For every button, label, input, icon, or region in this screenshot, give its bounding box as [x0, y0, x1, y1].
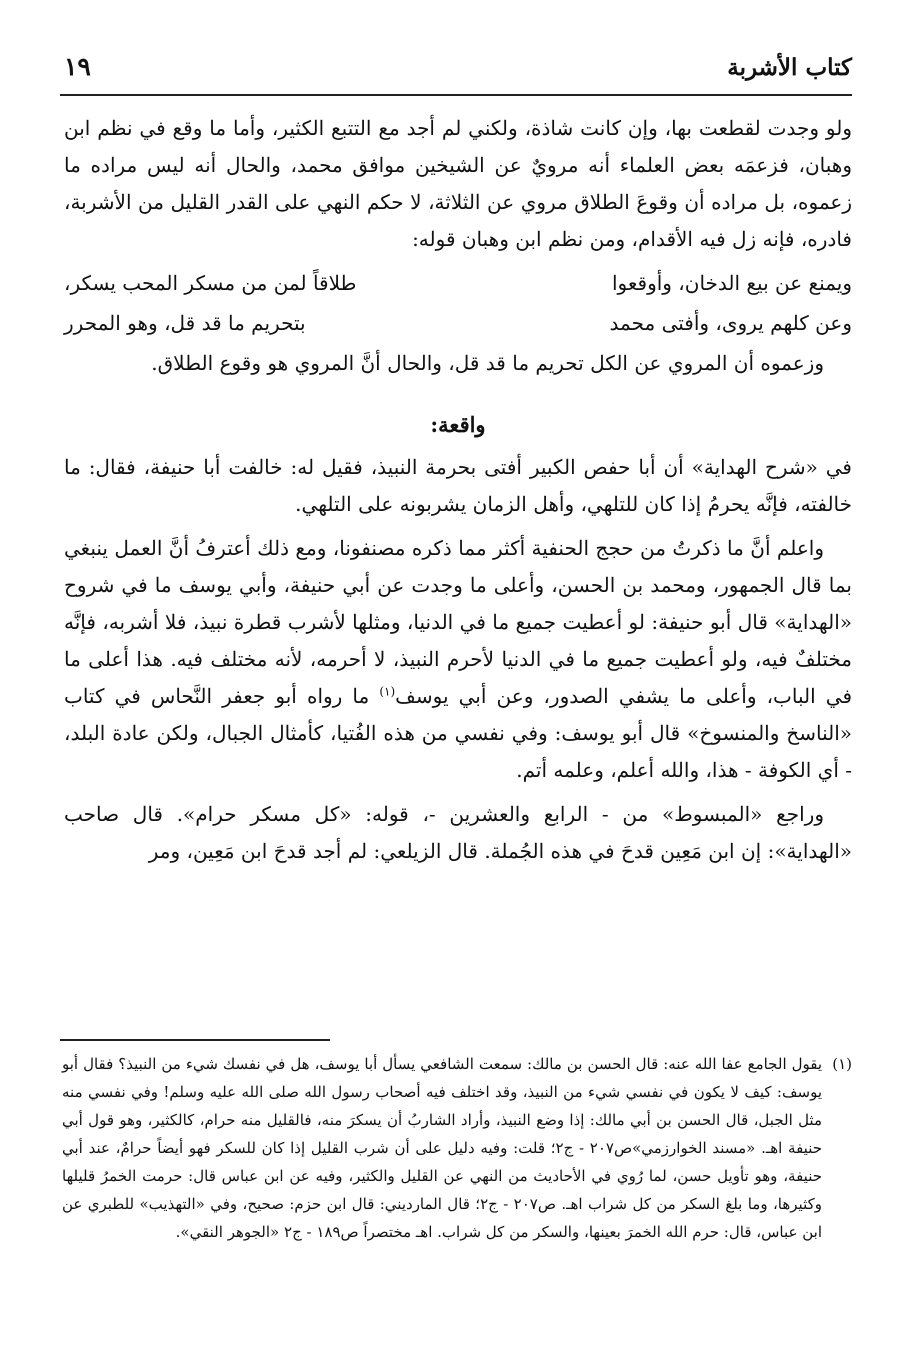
verse-hemistich: بتحريم ما قد قل، وهو المحرر	[64, 311, 306, 335]
poem-verse	[64, 305, 852, 342]
footnote-number: (١)	[832, 1055, 852, 1073]
paragraph: ولو وجدت لقطعت بها، وإن كانت شاذة، ولكني لم أجد مع التتبع الكثير، وأما ما وقع في نظم ابن وهبان، فزعمَه بعض العلماء أنه مرويٌ عن الشيخين موافق محمد، والحال أنه ليس مراده ما زعموه، بل مراده أن وقوعَ الطلاق مروي عن الثلاثة، لا حكم النهي على القدر القليل من الأشربة، فادره، فإنه زل فيه الأقدام، ومن نظم ابن وهبان قوله:	[64, 116, 853, 251]
page-number: ١٩	[64, 52, 91, 81]
paragraph: وزعموه أن المروي عن الكل تحريم ما قد قل، والحال أنَّ المروي هو وقوع الطلاق.	[151, 351, 824, 375]
footnote-reference[interactable]: (١)	[379, 684, 396, 699]
paragraph	[64, 530, 852, 789]
poem-verse	[64, 265, 852, 302]
verse-hemistich: وعن كلهم يروى، وأفتى محمد	[609, 311, 852, 335]
header-divider	[60, 94, 852, 96]
running-title: كتاب الأشربة	[727, 54, 852, 81]
footnote-text: يقول الجامع عفا الله عنه: قال الحسن بن مالك: سمعت الشافعي يسأل أبا يوسف، هل في نفسك شيء من النبيذ؟ فقال أبو يوسف: كيف لا يكون في نفسي شيء من النبيذ، وقد اختلف فيه أصحاب رسول الله صلى الله عليه وسلم! وفي نفسي منه مثل الجبل، قال الحسن بن أبي مالك: إذا وضع النبيذ، وأراد الشاربُ أن يسكرَ منه، فالقليل منه حرام، كالكثير، وهو قول أبي حنيفة اهـ. «مسند الخوارزمي»ص٢٠٧ - ج٢؛ قلت: وفيه دليل على أن شرب القليل إذا كان للسكر فهو أيضاً حرامٌ، عند أبي حنيفة، وهو تأويل حسن، لما رُوي في الأحاديث من النهي عن القليل والكثير، وفيه عن ابن عباس قال: حرمت الخمرُ قليلها وكثيرها، وما بلغ السكر من كل شراب اهـ. ص٢٠٧ - ج٢؛ قال المارديني: قال ابن حزم: صحيح، وفي «التهذيب» للطبري عن ابن عباس، قال: حرم الله الخمرَ بعينها، والسكر من كل شراب. اهـ مختصراً ص١٨٩ - ج٢ «الجوهر النقي».	[62, 1055, 822, 1241]
verse-hemistich: طلاقاً لمن من مسكر المحب يسكر،	[64, 271, 357, 295]
paragraph: في «شرح الهداية» أن أبا حفص الكبير أفتى بحرمة النبيذ، فقيل له: خالفت أبا حنيفة، فقال: ما خالفته، فإنَّه يحرمُ إذا كان للتلهي، وأهل الزمان يشربونه على التلهي.	[64, 455, 852, 516]
verse-hemistich: ويمنع عن بيع الدخان، وأوقعوا	[611, 271, 852, 295]
footnotes	[62, 1050, 852, 1246]
paragraph-text: واعلم أنَّ ما ذكرتُ من حجج الحنفية أكثر مما ذكره مصنفونا، ومع ذلك أعترفُ أنَّ العمل ينبغي بما قال الجمهور، ومحمد بن الحسن، وأعلى ما وجدت عن أبي حنيفة، وأبي يوسف ما في شروح «الهداية» قال أبو حنيفة: لو أعطيت جميع ما في الدنيا، ومثلها لأشرب قطرة نبيذ، فلا أشربه، فإنَّه مختلفٌ فيه، ولو أعطيت جميع ما في الدنيا لأحرم النبيذ، لا أحرمه، لأنه مختلف فيه. هذا أعلى ما في الباب، وأعلى ما يشفي الصدور، وعن أبي يوسف	[64, 536, 852, 708]
main-text	[64, 110, 852, 877]
page-header	[60, 50, 852, 90]
paragraph-text: ما رواه أبو جعفر النَّحاس في كتاب «الناسخ والمنسوخ» قال أبو يوسف: وفي نفسي من هذه الفُتيا، كأمثال الجبال، ولكن عادة البلد، - أي الكوفة - هذا، والله أعلم، وعلمه أتم.	[64, 684, 852, 782]
section-heading: واقعة:	[430, 412, 486, 437]
paragraph: وراجع «المبسوط» من - الرابع والعشرين -، قوله: «كل مسكر حرام». قال صاحب «الهداية»: إن ابن مَعِين قدحَ في هذه الجُملة. قال الزيلعي: لم أجد قدحَ ابن مَعِين، ومر	[64, 802, 852, 863]
footnote	[62, 1050, 852, 1246]
footnote-divider	[60, 1039, 330, 1041]
